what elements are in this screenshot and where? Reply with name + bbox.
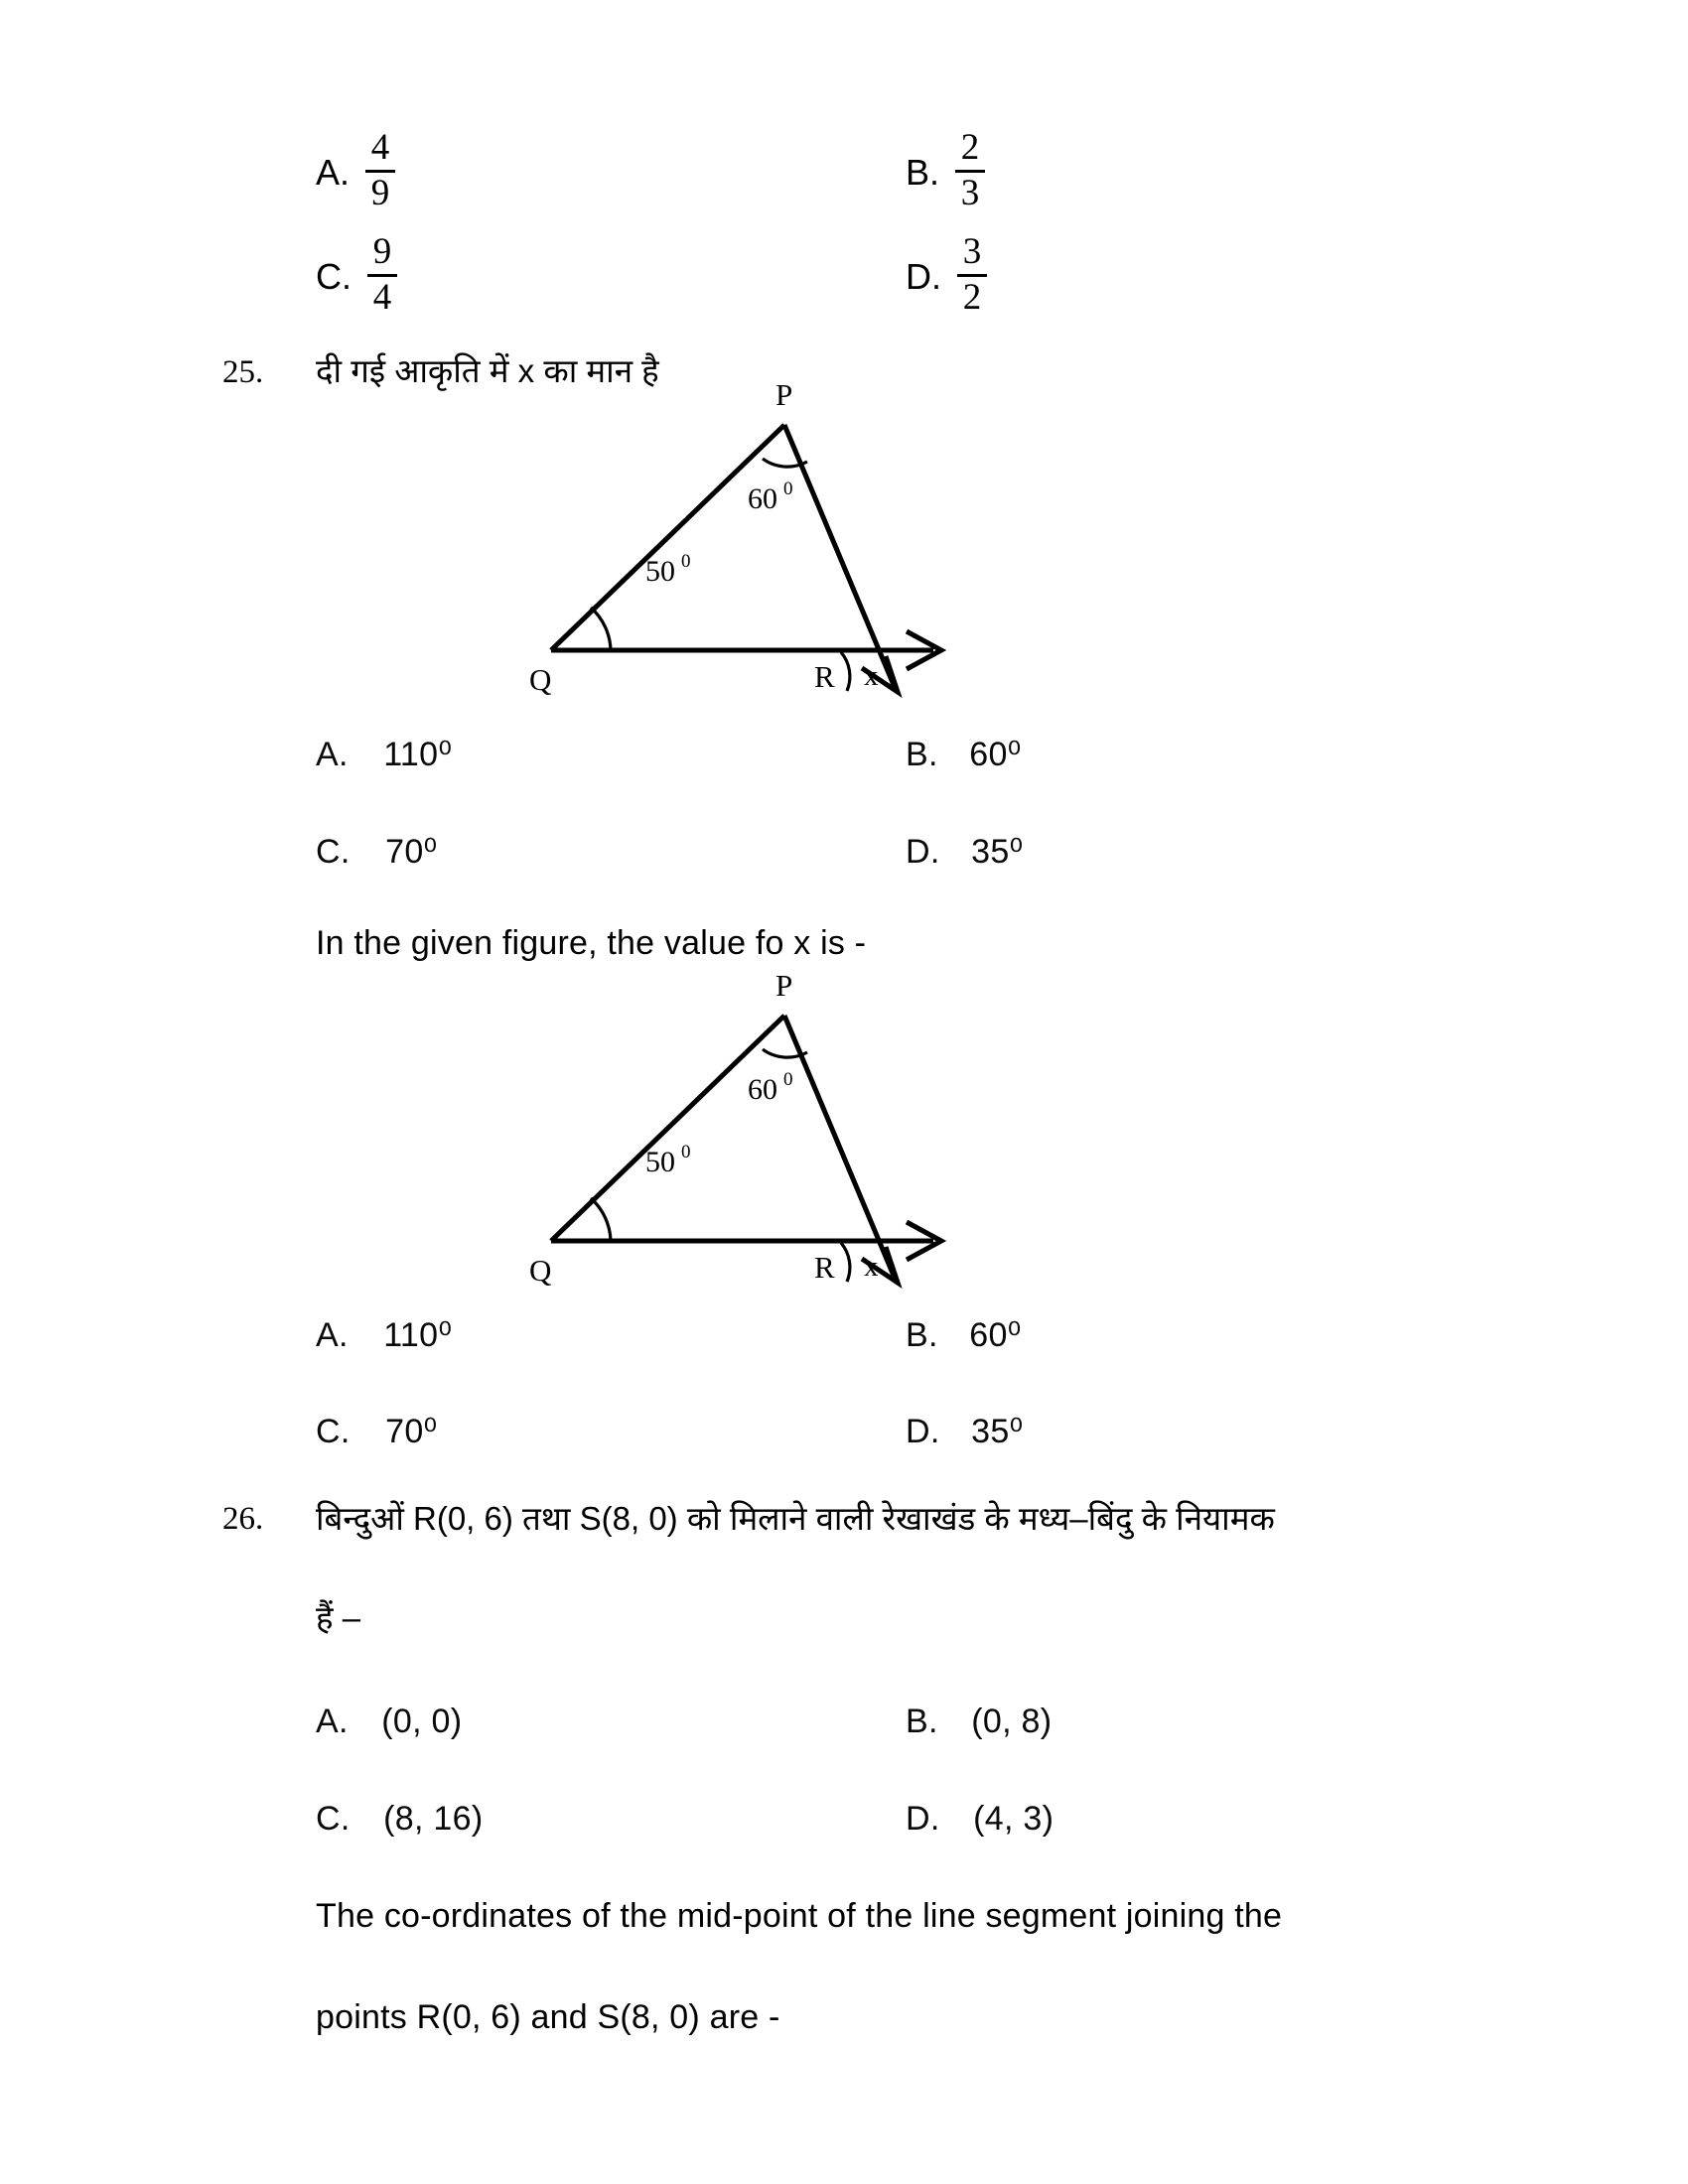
fraction-denominator: 3: [960, 172, 980, 213]
q25-option-a-english[interactable]: [316, 1315, 452, 1355]
question-number-26: 26.: [222, 1501, 264, 1537]
angle-arc-x: [841, 1243, 850, 1282]
triangle-pqr-diagram-1: [496, 367, 1172, 725]
fraction-9-4: [367, 233, 397, 316]
option-letter: D.: [906, 833, 940, 871]
q25-option-b-english[interactable]: [906, 1315, 1022, 1355]
option-row-b-fraction[interactable]: [906, 129, 985, 211]
option-letter: B.: [906, 736, 938, 773]
fraction-denominator: 2: [962, 276, 982, 318]
q26-option-b[interactable]: [906, 1703, 1052, 1741]
option-letter-b: B.: [906, 152, 940, 193]
question-25-english-text: In the given figure, the value fo x is -: [316, 924, 867, 962]
option-value: 60⁰: [969, 736, 1022, 773]
angle-label-q-50: 50: [645, 1146, 675, 1178]
triangle-pqr-diagram-2: [496, 958, 1172, 1296]
angle-label-q-degree: 0: [681, 551, 691, 572]
angle-label-q-degree: 0: [681, 1142, 691, 1162]
question-number-25: 25.: [222, 354, 264, 390]
option-letter: C.: [316, 1413, 351, 1450]
q26-option-a[interactable]: [316, 1703, 462, 1741]
option-value: 110⁰: [383, 1316, 453, 1354]
fraction-4-9: [365, 129, 395, 211]
question-26-hindi-line2: हैं –: [316, 1599, 361, 1636]
fraction-numerator: 3: [962, 231, 982, 272]
option-letter: C.: [316, 833, 351, 871]
q25-option-c-english[interactable]: [316, 1412, 437, 1451]
angle-label-x: x: [864, 1251, 879, 1283]
angle-label-p-60: 60: [748, 482, 777, 515]
fraction-denominator: 9: [370, 172, 390, 213]
question-25-figure-hindi: [496, 367, 1172, 725]
vertex-label-q: Q: [529, 1253, 552, 1288]
q26-option-d[interactable]: [906, 1800, 1054, 1839]
option-value: (0, 8): [971, 1703, 1053, 1740]
option-letter: A.: [316, 736, 349, 773]
option-value: (4, 3): [973, 1800, 1055, 1838]
option-letter: A.: [316, 1703, 349, 1740]
angle-label-p-60: 60: [748, 1073, 777, 1106]
question-26-english-line1: The co-ordinates of the mid-point of the line segment joining the: [316, 1897, 1283, 1935]
option-row-d-fraction[interactable]: [906, 233, 987, 316]
option-value: (0, 0): [381, 1703, 463, 1740]
option-letter: D.: [906, 1413, 940, 1450]
fraction-2-3: [955, 129, 985, 211]
option-letter-a: A.: [316, 152, 351, 193]
question-26-english-line2: points R(0, 6) and S(8, 0) are -: [316, 1998, 780, 2036]
option-value: 35⁰: [971, 833, 1024, 871]
fraction-denominator: 4: [372, 276, 392, 318]
option-letter: B.: [906, 1703, 938, 1740]
option-letter-d: D.: [906, 256, 941, 297]
angle-arc-q: [591, 608, 611, 650]
question-25-figure-english: [496, 958, 1172, 1296]
option-value: 60⁰: [969, 1316, 1022, 1354]
question-25-hindi-text: दी गई आकृति में x का मान है: [316, 352, 659, 389]
option-value: (8, 16): [383, 1800, 484, 1838]
vertex-label-p: P: [775, 968, 793, 1003]
option-value: 70⁰: [385, 1413, 438, 1450]
q25-option-a-hindi[interactable]: [316, 735, 452, 774]
angle-arc-q: [591, 1198, 611, 1241]
question-26-hindi-line1: बिन्दुओं R(0, 6) तथा S(8, 0) को मिलाने वाली रेखाखंड के मध्य–बिंदु के नियामक: [316, 1500, 1275, 1537]
vertex-label-r: R: [814, 659, 835, 694]
option-row-c-fraction[interactable]: [316, 233, 397, 316]
angle-label-q-50: 50: [645, 555, 675, 588]
option-value: 35⁰: [971, 1413, 1024, 1450]
q26-option-c[interactable]: [316, 1800, 483, 1839]
option-letter: D.: [906, 1800, 940, 1838]
option-letter-c: C.: [316, 256, 352, 297]
option-value: 110⁰: [383, 736, 453, 773]
angle-arc-x: [841, 652, 850, 691]
angle-label-x: x: [864, 660, 879, 692]
option-row-a-fraction[interactable]: [316, 129, 395, 211]
fraction-numerator: 9: [372, 231, 392, 272]
fraction-3-2: [957, 233, 987, 316]
side-qp: [551, 425, 784, 650]
vertex-label-r: R: [814, 1250, 835, 1285]
fraction-numerator: 4: [370, 127, 390, 168]
fraction-numerator: 2: [960, 127, 980, 168]
q25-option-d-hindi[interactable]: [906, 832, 1023, 872]
option-letter: C.: [316, 1800, 351, 1838]
angle-label-p-degree: 0: [783, 1069, 793, 1090]
q25-option-d-english[interactable]: [906, 1412, 1023, 1451]
option-letter: B.: [906, 1316, 938, 1354]
vertex-label-p: P: [775, 377, 793, 412]
side-qp: [551, 1016, 784, 1241]
q25-option-c-hindi[interactable]: [316, 832, 437, 872]
option-letter: A.: [316, 1316, 349, 1354]
angle-label-p-degree: 0: [783, 478, 793, 499]
option-value: 70⁰: [385, 833, 438, 871]
vertex-label-q: Q: [529, 662, 552, 697]
q25-option-b-hindi[interactable]: [906, 735, 1022, 774]
